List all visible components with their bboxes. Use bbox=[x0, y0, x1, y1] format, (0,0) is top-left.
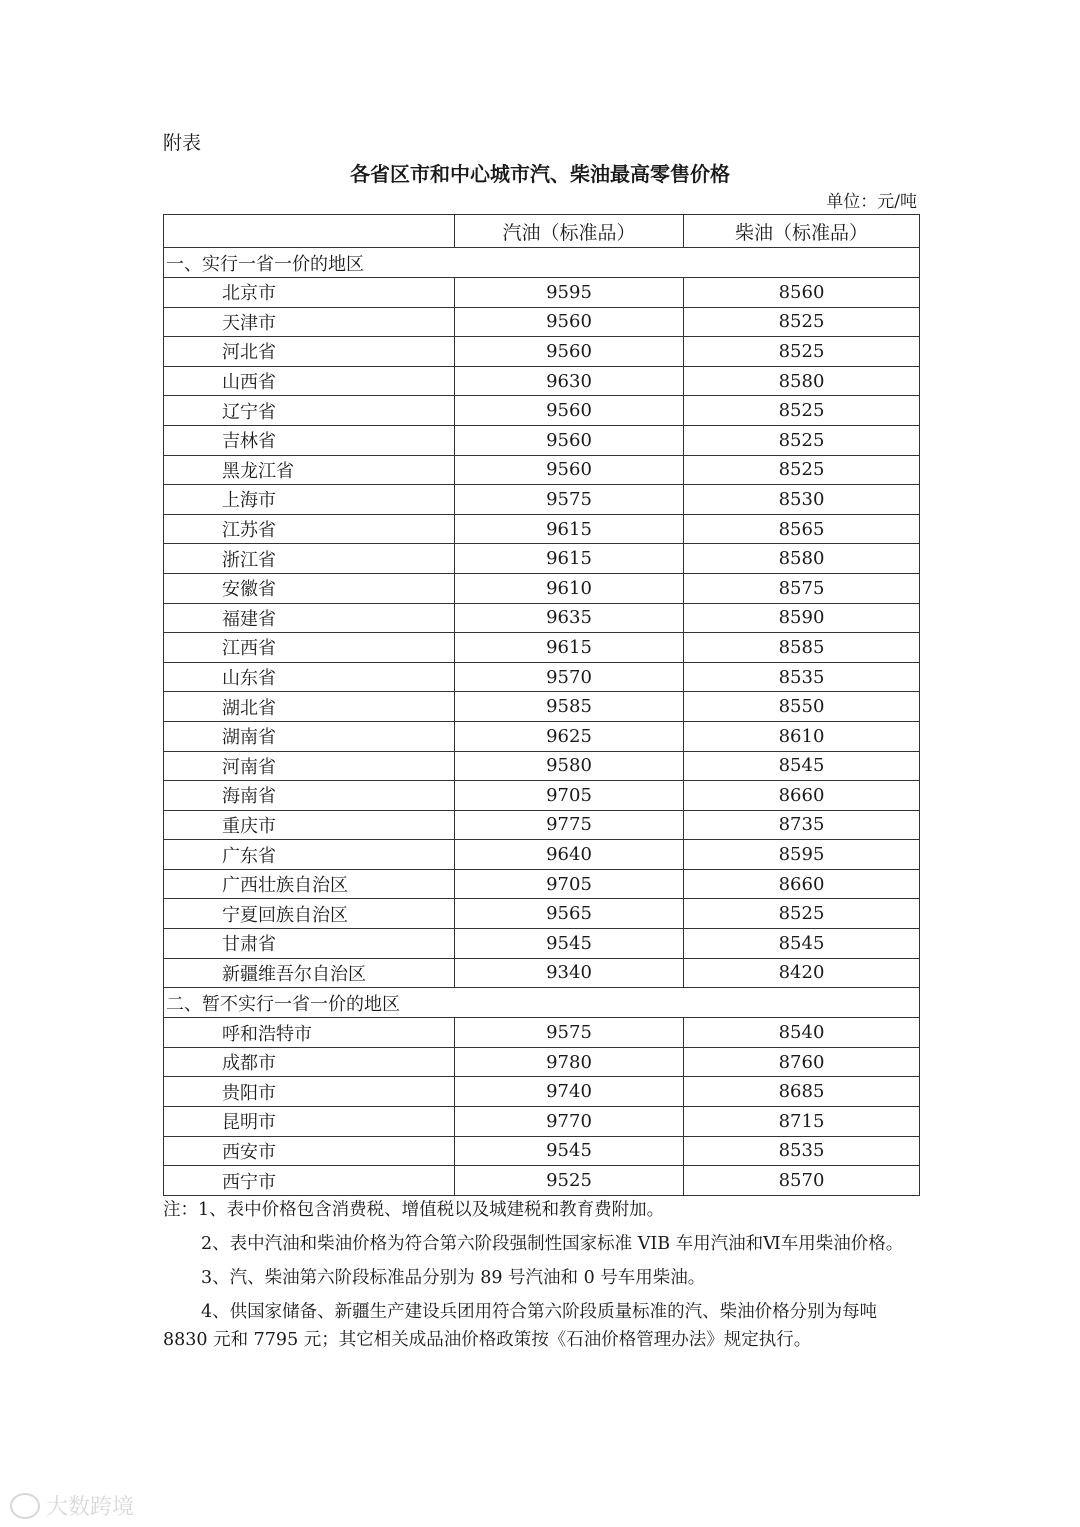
region-cell: 西宁市 bbox=[164, 1166, 455, 1196]
region-cell: 山西省 bbox=[164, 366, 455, 396]
table-row bbox=[164, 485, 920, 515]
section-row bbox=[164, 248, 920, 278]
diesel-price-cell: 8545 bbox=[684, 929, 920, 959]
brand-logo-icon bbox=[10, 1493, 40, 1519]
gasoline-price-cell: 9780 bbox=[455, 1047, 684, 1077]
note-1: 注：1、表中价格包含消费税、增值税以及城建税和教育费附加。 bbox=[163, 1200, 665, 1220]
gasoline-price-cell: 9580 bbox=[455, 751, 684, 781]
table-row bbox=[164, 781, 920, 811]
table-row bbox=[164, 721, 920, 751]
table-row bbox=[164, 899, 920, 929]
note-2: 2、表中汽油和柴油价格为符合第六阶段强制性国家标准 VIB 车用汽油和Ⅵ车用柴油价格。 bbox=[201, 1234, 904, 1254]
region-cell: 山东省 bbox=[164, 662, 455, 692]
gasoline-price-cell: 9575 bbox=[455, 1018, 684, 1048]
diesel-price-cell: 8525 bbox=[684, 396, 920, 426]
region-cell: 重庆市 bbox=[164, 810, 455, 840]
gasoline-price-cell: 9565 bbox=[455, 899, 684, 929]
diesel-price-cell: 8685 bbox=[684, 1077, 920, 1107]
region-cell: 北京市 bbox=[164, 278, 455, 308]
watermark bbox=[10, 1490, 134, 1521]
table-row bbox=[164, 692, 920, 722]
table-row bbox=[164, 396, 920, 426]
diesel-price-cell: 8525 bbox=[684, 455, 920, 485]
gasoline-price-cell: 9625 bbox=[455, 721, 684, 751]
region-cell: 河南省 bbox=[164, 751, 455, 781]
diesel-price-cell: 8580 bbox=[684, 544, 920, 574]
table-row bbox=[164, 337, 920, 367]
table-row bbox=[164, 1136, 920, 1166]
gasoline-price-cell: 9615 bbox=[455, 633, 684, 663]
notes bbox=[163, 1196, 919, 1354]
diesel-price-cell: 8610 bbox=[684, 721, 920, 751]
table-row bbox=[164, 810, 920, 840]
region-cell: 上海市 bbox=[164, 485, 455, 515]
diesel-price-cell: 8535 bbox=[684, 1136, 920, 1166]
header-gasoline: 汽油（标准品） bbox=[455, 215, 684, 248]
table-row bbox=[164, 1077, 920, 1107]
table-row bbox=[164, 929, 920, 959]
region-cell: 湖北省 bbox=[164, 692, 455, 722]
region-cell: 辽宁省 bbox=[164, 396, 455, 426]
region-cell: 成都市 bbox=[164, 1047, 455, 1077]
region-cell: 福建省 bbox=[164, 603, 455, 633]
gasoline-price-cell: 9560 bbox=[455, 396, 684, 426]
region-cell: 江苏省 bbox=[164, 514, 455, 544]
diesel-price-cell: 8545 bbox=[684, 751, 920, 781]
table-row bbox=[164, 573, 920, 603]
header-diesel: 柴油（标准品） bbox=[684, 215, 920, 248]
document-title: 各省区市和中心城市汽、柴油最高零售价格 bbox=[350, 162, 730, 186]
table-row bbox=[164, 958, 920, 988]
diesel-price-cell: 8530 bbox=[684, 485, 920, 515]
gasoline-price-cell: 9705 bbox=[455, 781, 684, 811]
region-cell: 海南省 bbox=[164, 781, 455, 811]
table-row bbox=[164, 1166, 920, 1196]
gasoline-price-cell: 9705 bbox=[455, 869, 684, 899]
diesel-price-cell: 8550 bbox=[684, 692, 920, 722]
region-cell: 昆明市 bbox=[164, 1107, 455, 1137]
table-row bbox=[164, 278, 920, 308]
section-row bbox=[164, 988, 920, 1018]
gasoline-price-cell: 9770 bbox=[455, 1107, 684, 1137]
diesel-price-cell: 8525 bbox=[684, 899, 920, 929]
gasoline-price-cell: 9630 bbox=[455, 366, 684, 396]
diesel-price-cell: 8535 bbox=[684, 662, 920, 692]
table-row bbox=[164, 840, 920, 870]
table-row bbox=[164, 662, 920, 692]
table-row bbox=[164, 455, 920, 485]
region-cell: 宁夏回族自治区 bbox=[164, 899, 455, 929]
unit-label: 单位：元/吨 bbox=[826, 192, 917, 212]
gasoline-price-cell: 9640 bbox=[455, 840, 684, 870]
diesel-price-cell: 8715 bbox=[684, 1107, 920, 1137]
table-row bbox=[164, 751, 920, 781]
table-row bbox=[164, 425, 920, 455]
region-cell: 河北省 bbox=[164, 337, 455, 367]
diesel-price-cell: 8660 bbox=[684, 781, 920, 811]
diesel-price-cell: 8540 bbox=[684, 1018, 920, 1048]
region-cell: 安徽省 bbox=[164, 573, 455, 603]
diesel-price-cell: 8570 bbox=[684, 1166, 920, 1196]
gasoline-price-cell: 9775 bbox=[455, 810, 684, 840]
region-cell: 黑龙江省 bbox=[164, 455, 455, 485]
diesel-price-cell: 8585 bbox=[684, 633, 920, 663]
table-header-row bbox=[164, 215, 920, 248]
gasoline-price-cell: 9560 bbox=[455, 307, 684, 337]
gasoline-price-cell: 9525 bbox=[455, 1166, 684, 1196]
gasoline-price-cell: 9560 bbox=[455, 337, 684, 367]
gasoline-price-cell: 9615 bbox=[455, 544, 684, 574]
gasoline-price-cell: 9560 bbox=[455, 425, 684, 455]
diesel-price-cell: 8580 bbox=[684, 366, 920, 396]
appendix-label: 附表 bbox=[163, 132, 202, 154]
table-row bbox=[164, 603, 920, 633]
gasoline-price-cell: 9570 bbox=[455, 662, 684, 692]
region-cell: 呼和浩特市 bbox=[164, 1018, 455, 1048]
diesel-price-cell: 8560 bbox=[684, 278, 920, 308]
region-cell: 贵阳市 bbox=[164, 1077, 455, 1107]
section-title: 二、暂不实行一省一价的地区 bbox=[164, 988, 920, 1018]
diesel-price-cell: 8525 bbox=[684, 425, 920, 455]
table-row bbox=[164, 1018, 920, 1048]
diesel-price-cell: 8525 bbox=[684, 307, 920, 337]
diesel-price-cell: 8735 bbox=[684, 810, 920, 840]
diesel-price-cell: 8760 bbox=[684, 1047, 920, 1077]
gasoline-price-cell: 9635 bbox=[455, 603, 684, 633]
diesel-price-cell: 8660 bbox=[684, 869, 920, 899]
table-row bbox=[164, 307, 920, 337]
price-table bbox=[163, 214, 920, 1196]
table-row bbox=[164, 1047, 920, 1077]
gasoline-price-cell: 9595 bbox=[455, 278, 684, 308]
table-row bbox=[164, 869, 920, 899]
gasoline-price-cell: 9340 bbox=[455, 958, 684, 988]
table-row bbox=[164, 366, 920, 396]
diesel-price-cell: 8575 bbox=[684, 573, 920, 603]
region-cell: 湖南省 bbox=[164, 721, 455, 751]
gasoline-price-cell: 9740 bbox=[455, 1077, 684, 1107]
note-3: 3、汽、柴油第六阶段标准品分别为 89 号汽油和 0 号车用柴油。 bbox=[201, 1268, 706, 1288]
region-cell: 甘肃省 bbox=[164, 929, 455, 959]
gasoline-price-cell: 9610 bbox=[455, 573, 684, 603]
section-title: 一、实行一省一价的地区 bbox=[164, 248, 920, 278]
gasoline-price-cell: 9615 bbox=[455, 514, 684, 544]
region-cell: 广西壮族自治区 bbox=[164, 869, 455, 899]
region-cell: 新疆维吾尔自治区 bbox=[164, 958, 455, 988]
gasoline-price-cell: 9545 bbox=[455, 1136, 684, 1166]
region-cell: 广东省 bbox=[164, 840, 455, 870]
gasoline-price-cell: 9545 bbox=[455, 929, 684, 959]
region-cell: 天津市 bbox=[164, 307, 455, 337]
table-row bbox=[164, 514, 920, 544]
watermark-text: 大数跨境 bbox=[46, 1495, 135, 1520]
region-cell: 江西省 bbox=[164, 633, 455, 663]
diesel-price-cell: 8590 bbox=[684, 603, 920, 633]
gasoline-price-cell: 9575 bbox=[455, 485, 684, 515]
header-region bbox=[164, 215, 455, 248]
diesel-price-cell: 8595 bbox=[684, 840, 920, 870]
diesel-price-cell: 8565 bbox=[684, 514, 920, 544]
gasoline-price-cell: 9585 bbox=[455, 692, 684, 722]
region-cell: 浙江省 bbox=[164, 544, 455, 574]
table-row bbox=[164, 633, 920, 663]
note-4: 4、供国家储备、新疆生产建设兵团用符合第六阶段质量标准的汽、柴油价格分别为每吨 8830 元和 7795 元；其它相关成品油价格政策按《石油价格管理办法》规定执行。 bbox=[163, 1302, 878, 1350]
diesel-price-cell: 8525 bbox=[684, 337, 920, 367]
table-row bbox=[164, 1107, 920, 1137]
diesel-price-cell: 8420 bbox=[684, 958, 920, 988]
gasoline-price-cell: 9560 bbox=[455, 455, 684, 485]
region-cell: 吉林省 bbox=[164, 425, 455, 455]
region-cell: 西安市 bbox=[164, 1136, 455, 1166]
table-row bbox=[164, 544, 920, 574]
